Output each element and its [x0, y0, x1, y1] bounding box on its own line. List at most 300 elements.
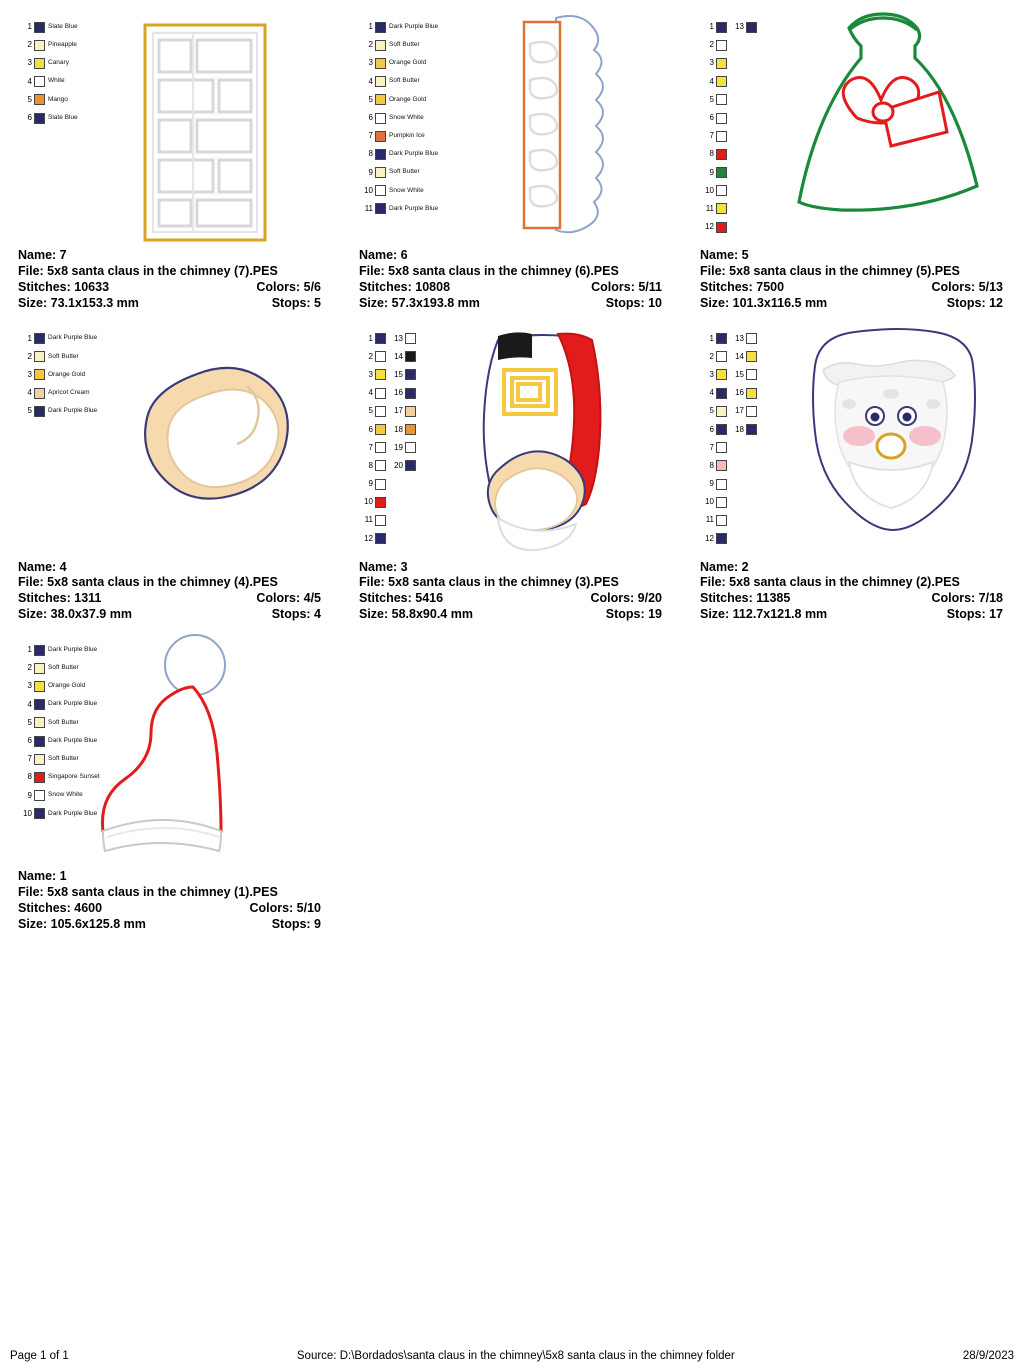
color-legend [700, 18, 760, 236]
color-swatch [375, 351, 386, 362]
legend-row [359, 109, 438, 127]
color-swatch [716, 369, 727, 380]
legend-index: 12 [705, 533, 714, 543]
legend-row [700, 366, 730, 384]
legend-index: 7 [27, 754, 32, 764]
design-colors: Colors: 4/5 [256, 591, 321, 606]
design-colors: Colors: 5/10 [249, 900, 321, 915]
color-name: Soft Butter [48, 718, 79, 726]
legend-row [700, 18, 730, 36]
color-swatch [375, 203, 386, 214]
legend-index: 4 [709, 76, 714, 86]
legend-row [359, 348, 389, 366]
color-swatch [375, 167, 386, 178]
design-info [10, 248, 333, 312]
legend-index: 2 [368, 351, 373, 361]
legend-row [700, 511, 730, 529]
color-name: Snow White [389, 113, 424, 121]
color-swatch [375, 479, 386, 490]
color-swatch [375, 369, 386, 380]
color-swatch [375, 131, 386, 142]
legend-index: 8 [368, 149, 373, 159]
color-name: Dark Purple Blue [48, 809, 98, 817]
color-swatch [746, 22, 757, 33]
legend-row [700, 91, 730, 109]
color-swatch [375, 333, 386, 344]
color-swatch [716, 94, 727, 105]
design-stops: Stops: 5 [271, 295, 321, 310]
color-swatch [375, 58, 386, 69]
legend-index: 8 [27, 772, 32, 782]
legend-index: 19 [394, 442, 403, 452]
legend-index: 14 [394, 351, 403, 361]
legend-index: 5 [27, 717, 32, 727]
legend-index: 17 [394, 406, 403, 416]
design-size: Size: 101.3x116.5 mm [700, 295, 828, 310]
color-swatch [716, 515, 727, 526]
legend-index: 4 [368, 388, 373, 398]
design-name: Name: 1 [18, 869, 67, 883]
legend-row [359, 164, 438, 182]
design-preview-sleeve-arm [438, 312, 668, 557]
color-name: Dark Purple Blue [48, 407, 98, 415]
legend-index: 10 [364, 185, 373, 195]
legend-row [730, 18, 760, 36]
legend-row [359, 530, 389, 548]
legend-row [700, 493, 730, 511]
legend-column [359, 330, 389, 548]
legend-row [359, 182, 438, 200]
legend-row [389, 348, 419, 366]
design-card-2 [682, 312, 1023, 624]
color-name: Soft Butter [48, 754, 79, 762]
design-name: Name: 4 [18, 559, 67, 574]
design-stops: Stops: 9 [271, 916, 321, 931]
legend-index: 4 [27, 388, 32, 398]
color-swatch [375, 442, 386, 453]
design-file: File: 5x8 santa claus in the chimney (4).PES [18, 575, 278, 590]
legend-row [359, 145, 438, 163]
legend-index: 3 [27, 681, 32, 691]
legend-row [359, 511, 389, 529]
color-name: Snow White [48, 791, 83, 799]
design-stops: Stops: 19 [605, 607, 662, 622]
design-name: Name: 6 [359, 248, 408, 262]
legend-row [18, 366, 97, 384]
legend-index: 7 [709, 442, 714, 452]
legend-row [18, 91, 78, 109]
legend-index: 8 [709, 149, 714, 159]
color-swatch [716, 479, 727, 490]
legend-index: 9 [27, 790, 32, 800]
design-row [0, 312, 1024, 624]
design-size: Size: 38.0x37.9 mm [18, 607, 132, 622]
legend-row [359, 200, 438, 218]
color-swatch [716, 442, 727, 453]
legend-index: 11 [364, 203, 373, 213]
legend-row [389, 420, 419, 438]
legend-row [700, 457, 730, 475]
legend-index: 4 [368, 76, 373, 86]
legend-index: 7 [709, 131, 714, 141]
legend-index: 9 [368, 167, 373, 177]
design-card-4 [0, 312, 341, 624]
color-swatch [375, 424, 386, 435]
source-path: Source: D:\Bordados\santa claus in the chimney\5x8 santa claus in the chimney folder [296, 1350, 735, 1362]
legend-index: 4 [27, 699, 32, 709]
design-art-area [10, 312, 333, 560]
color-name: Dark Purple Blue [389, 150, 439, 158]
legend-row [359, 439, 389, 457]
legend-index: 16 [735, 388, 744, 398]
design-name: Name: 2 [700, 559, 749, 574]
legend-index: 2 [709, 40, 714, 50]
legend-index: 1 [27, 645, 32, 655]
legend-index: 13 [394, 333, 403, 343]
design-info [351, 248, 674, 312]
design-stops: Stops: 17 [946, 607, 1003, 622]
legend-row [18, 18, 78, 36]
legend-row [359, 457, 389, 475]
design-name: Name: 3 [359, 559, 408, 574]
legend-row [730, 420, 760, 438]
color-name: Dark Purple Blue [48, 700, 98, 708]
color-swatch [716, 222, 727, 233]
color-swatch [375, 149, 386, 160]
color-swatch [34, 790, 45, 801]
legend-row [389, 457, 419, 475]
color-swatch [34, 663, 45, 674]
legend-column [700, 18, 730, 236]
legend-index: 6 [368, 113, 373, 123]
color-swatch [34, 681, 45, 692]
color-swatch [375, 76, 386, 87]
legend-row [389, 384, 419, 402]
legend-index: 7 [368, 442, 373, 452]
design-size: Size: 73.1x153.3 mm [18, 295, 139, 310]
legend-row [700, 36, 730, 54]
page-footer [0, 1350, 1024, 1362]
legend-row [700, 420, 730, 438]
design-size: Size: 58.8x90.4 mm [359, 607, 473, 622]
color-name: Mango [48, 95, 68, 103]
legend-row [359, 366, 389, 384]
legend-index: 4 [709, 388, 714, 398]
legend-row [359, 54, 438, 72]
legend-index: 1 [368, 333, 373, 343]
design-preview-snow-edge [438, 0, 668, 245]
legend-row [700, 200, 730, 218]
legend-row [730, 330, 760, 348]
color-swatch [34, 406, 45, 417]
legend-index: 15 [735, 369, 744, 379]
design-info [692, 560, 1015, 624]
legend-row [389, 402, 419, 420]
color-name: Orange Gold [389, 95, 427, 103]
legend-column [359, 18, 438, 218]
legend-index: 8 [368, 460, 373, 470]
legend-column [730, 18, 760, 236]
legend-index: 15 [394, 369, 403, 379]
color-swatch [716, 333, 727, 344]
color-name: Snow White [389, 186, 424, 194]
color-swatch [375, 113, 386, 124]
color-swatch [405, 406, 416, 417]
legend-index: 2 [27, 40, 32, 50]
color-name: Orange Gold [48, 370, 86, 378]
legend-index: 3 [709, 58, 714, 68]
design-preview-santa-face [779, 312, 1009, 557]
legend-row [359, 493, 389, 511]
color-name: Soft Butter [389, 77, 420, 85]
color-swatch [405, 369, 416, 380]
legend-row [359, 18, 438, 36]
color-name: Slate Blue [48, 22, 78, 30]
legend-row [389, 439, 419, 457]
design-file: File: 5x8 santa claus in the chimney (5).PES [700, 263, 960, 278]
design-colors: Colors: 5/11 [591, 279, 662, 294]
legend-index: 5 [709, 406, 714, 416]
color-swatch [405, 388, 416, 399]
color-swatch [34, 351, 45, 362]
legend-row [18, 330, 97, 348]
legend-column [700, 330, 730, 548]
color-name: Dark Purple Blue [48, 334, 98, 342]
legend-row [700, 439, 730, 457]
legend-row [730, 402, 760, 420]
color-name: Soft Butter [389, 168, 420, 176]
legend-row [389, 366, 419, 384]
legend-index: 1 [709, 22, 714, 32]
color-swatch [34, 699, 45, 710]
color-legend [18, 330, 97, 421]
color-swatch [375, 388, 386, 399]
design-colors: Colors: 5/6 [256, 279, 321, 294]
color-swatch [716, 497, 727, 508]
design-size: Size: 105.6x125.8 mm [18, 916, 146, 931]
design-card-1 [0, 623, 341, 933]
design-art-area [692, 312, 1015, 560]
color-name: White [48, 77, 65, 85]
design-preview-mitten [97, 312, 327, 557]
color-swatch [34, 58, 45, 69]
design-info [10, 560, 333, 624]
legend-row [700, 348, 730, 366]
color-name: Canary [48, 59, 69, 67]
color-swatch [716, 388, 727, 399]
design-size: Size: 112.7x121.8 mm [700, 607, 828, 622]
color-swatch [405, 460, 416, 471]
legend-row [359, 420, 389, 438]
legend-index: 5 [27, 94, 32, 104]
legend-row [18, 36, 78, 54]
color-swatch [34, 645, 45, 656]
legend-index: 6 [709, 113, 714, 123]
legend-row [730, 348, 760, 366]
print-date: 28/9/2023 [962, 1350, 1014, 1362]
color-swatch [34, 22, 45, 33]
legend-index: 20 [394, 460, 403, 470]
design-stops: Stops: 4 [271, 607, 321, 622]
legend-index: 1 [709, 333, 714, 343]
color-swatch [716, 58, 727, 69]
design-file: File: 5x8 santa claus in the chimney (6).PES [359, 263, 619, 278]
design-file: File: 5x8 santa claus in the chimney (7).PES [18, 263, 278, 278]
legend-row [700, 384, 730, 402]
color-swatch [746, 424, 757, 435]
legend-row [700, 109, 730, 127]
color-swatch [716, 76, 727, 87]
design-file: File: 5x8 santa claus in the chimney (2).PES [700, 575, 960, 590]
legend-index: 6 [709, 424, 714, 434]
color-swatch [716, 131, 727, 142]
legend-row [730, 366, 760, 384]
design-preview-chimney-bricks [97, 0, 327, 245]
color-name: Soft Butter [48, 352, 79, 360]
legend-row [359, 36, 438, 54]
design-card-empty [682, 623, 1023, 933]
color-swatch [34, 808, 45, 819]
color-name: Orange Gold [48, 682, 86, 690]
color-swatch [716, 185, 727, 196]
legend-index: 1 [27, 22, 32, 32]
legend-index: 8 [709, 460, 714, 470]
color-swatch [746, 369, 757, 380]
color-swatch [375, 94, 386, 105]
color-name: Soft Butter [48, 664, 79, 672]
legend-row [359, 384, 389, 402]
legend-row [700, 145, 730, 163]
color-name: Orange Gold [389, 59, 427, 67]
legend-index: 5 [709, 94, 714, 104]
color-swatch [716, 460, 727, 471]
color-legend [700, 330, 760, 548]
design-card-6 [341, 0, 682, 312]
legend-index: 1 [27, 333, 32, 343]
design-row [0, 0, 1024, 312]
design-art-area [692, 0, 1015, 248]
design-stops: Stops: 12 [946, 295, 1003, 310]
design-name: Name: 7 [18, 248, 67, 262]
legend-index: 2 [709, 351, 714, 361]
color-swatch [746, 351, 757, 362]
legend-row [700, 218, 730, 236]
legend-index: 9 [709, 167, 714, 177]
legend-column [18, 18, 78, 127]
legend-index: 6 [27, 113, 32, 123]
design-stitches: Stitches: 11385 [700, 591, 791, 606]
legend-index: 11 [705, 203, 714, 213]
legend-row [359, 330, 389, 348]
legend-index: 5 [27, 406, 32, 416]
legend-index: 13 [735, 22, 744, 32]
color-swatch [405, 333, 416, 344]
page-number: Page 1 of 1 [10, 1350, 69, 1362]
design-card-7 [0, 0, 341, 312]
legend-row [359, 475, 389, 493]
color-name: Dark Purple Blue [48, 645, 98, 653]
design-stops: Stops: 10 [605, 295, 662, 310]
design-info [351, 560, 674, 624]
design-info [692, 248, 1015, 312]
legend-index: 3 [709, 369, 714, 379]
color-swatch [375, 185, 386, 196]
color-swatch [716, 40, 727, 51]
color-swatch [716, 424, 727, 435]
legend-row [700, 164, 730, 182]
legend-index: 13 [735, 333, 744, 343]
legend-index: 6 [27, 736, 32, 746]
legend-index: 2 [27, 351, 32, 361]
legend-index: 3 [27, 58, 32, 68]
color-swatch [34, 754, 45, 765]
design-colors: Colors: 5/13 [931, 279, 1003, 294]
design-art-area [10, 623, 333, 869]
legend-index: 3 [27, 369, 32, 379]
design-stitches: Stitches: 5416 [359, 591, 444, 606]
color-swatch [746, 333, 757, 344]
legend-row [18, 384, 97, 402]
design-preview-santa-hat [73, 623, 303, 868]
design-file: File: 5x8 santa claus in the chimney (3).PES [359, 575, 619, 590]
color-swatch [746, 388, 757, 399]
legend-row [18, 109, 78, 127]
legend-index: 14 [735, 351, 744, 361]
design-colors: Colors: 7/18 [931, 591, 1003, 606]
color-name: Singapore Sunset [48, 773, 100, 781]
design-colors: Colors: 9/20 [590, 591, 662, 606]
legend-index: 16 [394, 388, 403, 398]
legend-row [18, 348, 97, 366]
legend-row [700, 402, 730, 420]
color-swatch [375, 40, 386, 51]
color-swatch [716, 351, 727, 362]
design-stitches: Stitches: 1311 [18, 591, 102, 606]
color-swatch [716, 149, 727, 160]
legend-index: 9 [368, 479, 373, 489]
color-swatch [375, 533, 386, 544]
design-size: Size: 57.3x193.8 mm [359, 295, 480, 310]
color-swatch [34, 388, 45, 399]
legend-index: 3 [368, 58, 373, 68]
legend-index: 10 [23, 808, 32, 818]
legend-index: 2 [27, 663, 32, 673]
legend-column [730, 330, 760, 548]
legend-index: 18 [394, 424, 403, 434]
design-preview-gift-bag [779, 0, 1009, 245]
color-swatch [34, 113, 45, 124]
legend-index: 2 [368, 40, 373, 50]
design-art-area [10, 0, 333, 248]
design-stitches: Stitches: 10808 [359, 279, 451, 294]
legend-row [700, 73, 730, 91]
color-swatch [375, 497, 386, 508]
color-legend [359, 330, 419, 548]
legend-index: 10 [705, 185, 714, 195]
color-swatch [34, 333, 45, 344]
color-swatch [405, 351, 416, 362]
legend-row [18, 73, 78, 91]
color-swatch [375, 460, 386, 471]
legend-row [730, 384, 760, 402]
legend-index: 18 [735, 424, 744, 434]
color-swatch [405, 442, 416, 453]
legend-row [359, 127, 438, 145]
legend-row [359, 402, 389, 420]
color-name: Apricot Cream [48, 388, 90, 396]
legend-column [389, 330, 419, 548]
legend-row [18, 54, 78, 72]
